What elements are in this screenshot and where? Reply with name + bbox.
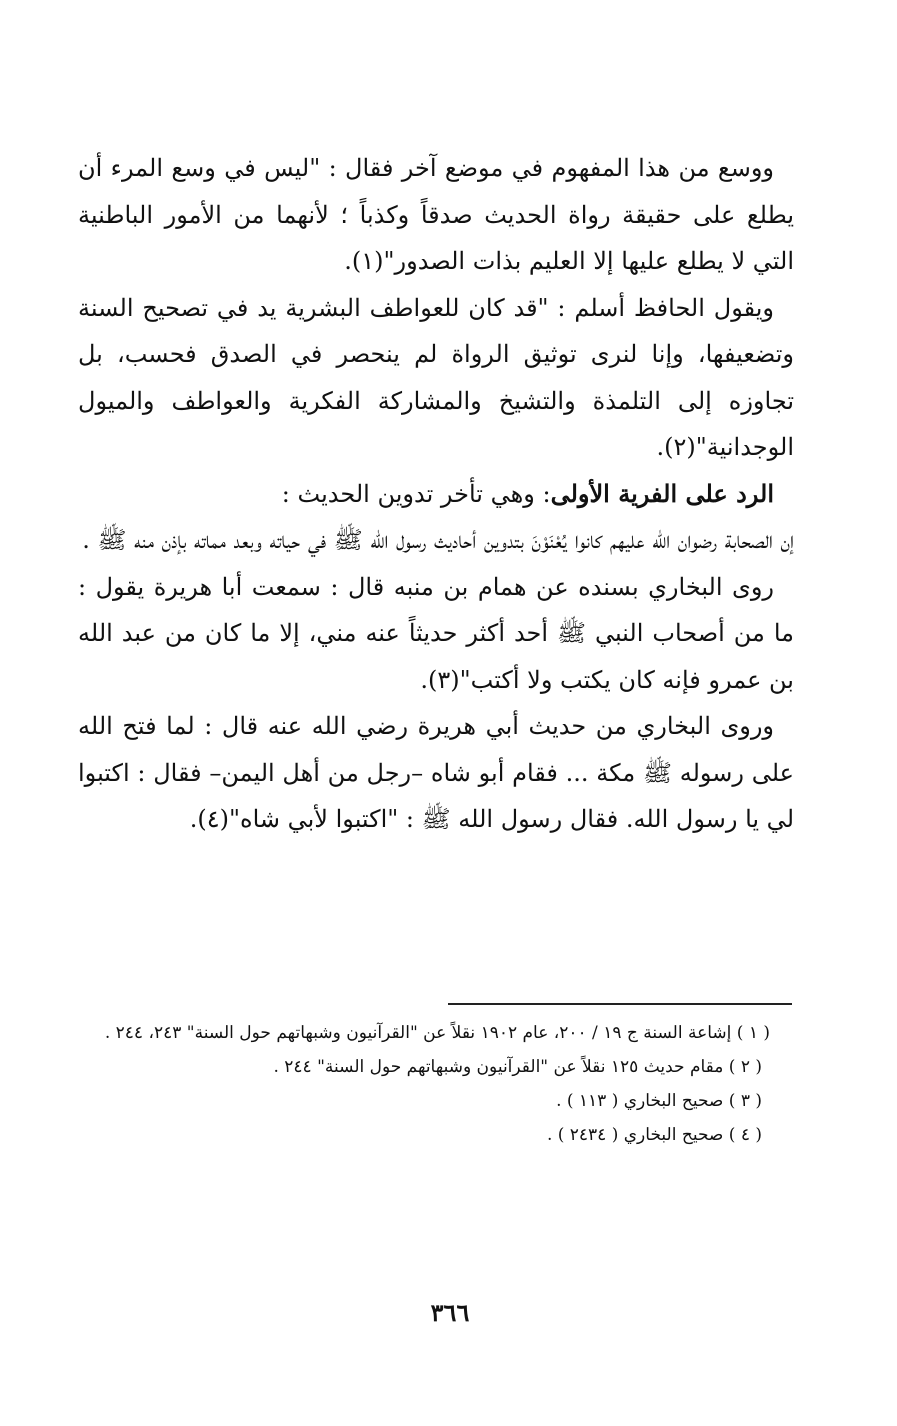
paragraph-5: وروى البخاري من حديث أبي هريرة رضي الله عنه قال : لما فتح الله على رسوله ﷺ مكة ... فقام أبو شاه –رجل من أهل اليمن– فقال : اكتبوا لي يا رسول الله. فقال رسول الله ﷺ : "اكتبوا لأبي شاه"(٤). xyxy=(78,712,795,833)
main-text xyxy=(78,145,794,843)
section-heading-title: الرد على الفرية الأولى xyxy=(550,478,774,508)
section-heading-subtitle: : وهي تأخر تدوين الحديث : xyxy=(281,479,551,508)
section-heading xyxy=(78,471,794,518)
footnote-separator xyxy=(448,1003,792,1005)
paragraph-1: ووسع من هذا المفهوم في موضع آخر فقال : "ليس في وسع المرء أن يطلع على حقيقة رواة الحديث صدقاً وكذباً ؛ لأنهما من الأمور الباطنية التي لا يطلع عليها إلا العليم بذات الصدور"(١). xyxy=(78,154,794,275)
page-number: ٣٦٦ xyxy=(430,1298,470,1327)
footnotes xyxy=(78,1016,790,1152)
footnote-1: ( ١ ) إشاعة السنة ج ١٩ / ٢٠٠، عام ١٩٠٢ نقلاً عن "القرآنيون وشبهاتهم حول السنة" ٢٤٣، ٢٤٤ . xyxy=(104,1023,770,1043)
paragraph-3: إن الصحابة رضوان الله عليهم كانوا يُعْنَوْنَ بتدوين أحاديث رسول الله ﷺ في حياته وبعد مماته بإذن منه ﷺ . xyxy=(82,526,794,554)
paragraph-4: روى البخاري بسنده عن همام بن منبه قال : سمعت أبا هريرة يقول : ما من أصحاب النبي ﷺ أحد أكثر حديثاً عنه مني، إلا ما كان من عبد الله بن عمرو فإنه كان يكتب ولا أكتب"(٣). xyxy=(78,572,794,694)
footnote-4: ( ٤ ) صحيح البخاري ( ٢٤٣٤ ) . xyxy=(546,1125,762,1145)
paragraph-2: ويقول الحافظ أسلم : "قد كان للعواطف البشرية يد في تصحيح السنة وتضعيفها، وإنا لنرى توثيق الرواة لم ينحصر في الصدق فحسب، بل تجاوزه إلى التلمذة والتشيخ والمشاركة الفكرية والعواطف والميول الوجدانية"(٢). xyxy=(78,293,794,461)
footnote-3: ( ٣ ) صحيح البخاري ( ١١٣ ) . xyxy=(556,1091,762,1111)
footnote-2: ( ٢ ) مقام حديث ١٢٥ نقلاً عن "القرآنيون وشبهاتهم حول السنة" ٢٤٤ . xyxy=(273,1057,762,1077)
